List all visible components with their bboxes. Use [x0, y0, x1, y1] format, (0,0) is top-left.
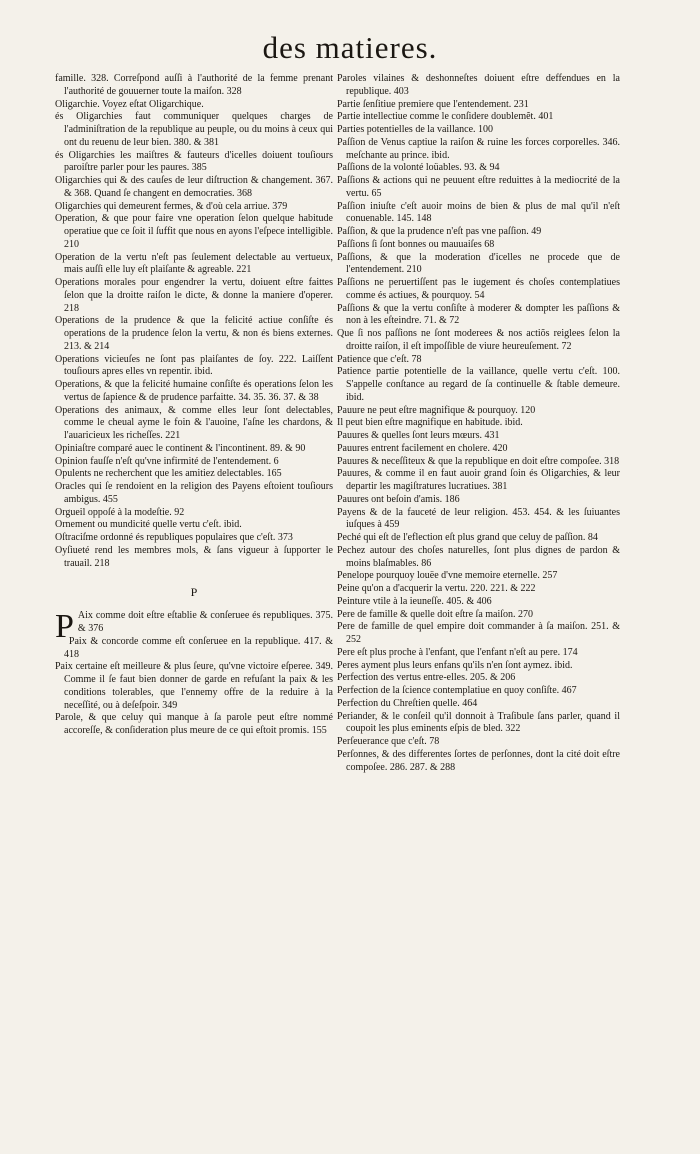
index-entry: Pauures ont beſoin d'amis. 186 — [337, 493, 460, 505]
index-entry: Opulents ne recherchent que les amitiez delectables. 165 — [55, 468, 282, 480]
index-entry: Paix & concorde comme eſt conſeruee en la republique. 417. & 418 — [64, 635, 333, 660]
index-entry: Oligarchies qui demeurent fermes, & d'où cela arriue. 379 — [55, 200, 288, 212]
page-title: des matieres. — [262, 30, 438, 65]
index-entry: Penelope pourquoy louëe d'vne memoire eternelle. 257 — [337, 570, 558, 582]
index-entry: Paſſions, & que la moderation d'icelles ne procede que de l'entendement. 210 — [337, 251, 620, 276]
index-entry: Pauures & quelles ſont leurs mœurs. 431 — [337, 430, 500, 441]
index-entry: Que ſi nos paſſions ne ſont moderees & nos actiõs reiglees ſelon la droitte raiſon, il eſt impoſſible de viure heureuſement. 72 — [337, 328, 620, 352]
index-entry: famille. 328. Correſpond auſſi à l'authorité de la femme prenant l'authorité de gouuerner toute la maiſon. 328 — [55, 73, 333, 97]
index-entry: Pauures & neceſſiteux & que la republique en doit eſtre compoſee. 318 — [337, 455, 620, 467]
index-entry: Parole, & que celuy qui manque à ſa parole peut eſtre nommé accoreſſe, & conſideration plus meure de ce qui eſtoit promis. 155 — [55, 712, 333, 736]
drop-cap-p: P — [55, 608, 74, 646]
index-entry: Operations vicieuſes ne ſont pas plaiſantes de ſoy. 222. Laiſſent touſiours apres elles vn repentir. ibid. — [55, 353, 333, 378]
index-entry: Ornement ou mundicité quelle vertu c'eſt. ibid. — [55, 519, 242, 531]
index-entry: Pere eſt plus proche à l'enfant, que l'enfant n'eſt au pere. 174 — [337, 646, 578, 658]
index-entry: Oyſiueté rend les membres mols, & ſans vigueur à ſupporter le trauail. 218 — [55, 544, 333, 569]
index-entry: Paſſions ſi ſont bonnes ou mauuaiſes 68 — [337, 238, 495, 250]
index-entry: Perfection de la ſcience contemplatiue en quoy conſiſte. 467 — [337, 685, 577, 696]
index-entry: Operation, & que pour faire vne operation ſelon quelque habitude operatiue que ce ſoit il ſuffit que nous en ayons l'eſpece intelligible. 210 — [55, 213, 333, 250]
index-entry: Il peut bien eſtre magnifique en habitude. ibid. — [337, 417, 523, 429]
index-entry: Paſſion, & que la prudence n'eſt pas vne paſſion. 49 — [337, 226, 542, 237]
index-entry: Operations, & que la felicité humaine conſiſte és operations ſelon les vertus de ſapience & de prudence parfaitte. 34. 35. 36. 37. & 38 — [55, 379, 333, 403]
index-entry: Operation de la vertu n'eſt pas ſeulement delectable au vertueux, mais auſſi elle luy eſt plaiſante & agreable. 221 — [55, 251, 333, 276]
index-entry: Paroles vilaines & deshonneſtes doiuent eſtre deffendues en la republique. 403 — [337, 73, 620, 97]
index-entry: Paſſions & que la vertu conſiſte à moderer & dompter les paſſions & non à les eſteindre. 71. & 72 — [337, 302, 620, 327]
index-entry: Orgueil oppoſé à la modeſtie. 92 — [55, 506, 185, 518]
index-entry: Parties potentielles de la vaillance. 100 — [337, 124, 494, 135]
index-entry: Pere de famille & quelle doit eſtre ſa maiſon. 270 — [337, 608, 534, 620]
index-entry: Oſtraciſme ordonné és republiques populaires que c'eſt. 373 — [55, 532, 293, 543]
index-entry: Partie ſenſitiue premiere que l'entendement. 231 — [337, 98, 529, 110]
index-entry: Patience que c'eſt. 78 — [337, 353, 422, 365]
index-entry: Pauure ne peut eſtre magnifique & pourquoy. 120 — [337, 404, 536, 416]
index-entry: Pauures, & comme il en faut auoir grand ſoin és Oligarchies, & leur departir les magiſtratures lucratiues. 381 — [337, 468, 620, 492]
index-entry: Periander, & le conſeil qu'il donnoit à Traſibule ſans parler, quand il coupoit les plus eminents eſpis de bled. 322 — [337, 710, 620, 735]
index-entry: és Oligarchies faut communiquer quelques charges de l'adminiſtration de la republique au peuple, ou du moins à ceux qui ont du reuenu de leur bien. 380. & 381 — [55, 111, 333, 148]
index-entry: Peché qui eſt de l'eflection eſt plus grand que celuy de paſſion. 84 — [337, 532, 598, 543]
index-entry: Peres ayment plus leurs enfans qu'ils n'en ſont aymez. ibid. — [337, 659, 573, 671]
index-entry: Paſſion de Venus captiue la raiſon & ruine les forces corporelles. 346. meſchante au prince. ibid. — [337, 136, 620, 161]
index-entry: Perfection des vertus entre-elles. 205. & 206 — [337, 672, 516, 684]
index-entry: Opiniaſtre comparé auec le continent & l'incontinent. 89. & 90 — [55, 442, 306, 454]
index-entry: Perfection du Chreſtien quelle. 464 — [337, 697, 478, 709]
index-entry: Pauures entrent facilement en cholere. 420 — [337, 442, 508, 454]
index-entry: Perſonnes, & des differentes ſortes de perſonnes, dont la cité doit eſtre compoſee. 286. 287. & 288 — [337, 748, 620, 773]
index-entry: Peinture vtile à la ieuneſſe. 405. & 406 — [337, 595, 492, 607]
left-column — [55, 73, 333, 738]
index-entry: Perſeuerance que c'eſt. 78 — [337, 736, 440, 747]
right-column — [337, 73, 620, 774]
index-entry: Opinion fauſſe n'eſt qu'vne infirmité de l'entendement. 6 — [55, 455, 279, 467]
index-entry — [55, 608, 333, 646]
index-entry: Operations des animaux, & comme elles leur ſont delectables, comme le cheual ayme le foin & l'auoine, l'aſne les chardons, & l'auaricieux les richeſſes. 221 — [55, 404, 333, 441]
index-entry: Partie intellectiue comme le conſidere doublemẽt. 401 — [337, 111, 554, 123]
index-entry: Operations de la prudence & que la felicité actiue conſiſte és operations de la prudence ſelon la vertu, & non és biens externes. 213. & 214 — [55, 315, 333, 352]
index-entry: Oligarchies qui & des cauſes de leur diſtruction & changement. 367. & 368. Quand ſe changent en democraties. 368 — [55, 175, 333, 199]
index-entry: Paſſions & actions qui ne peuuent eſtre reduittes à la mediocrité de la vertu. 65 — [337, 175, 620, 199]
index-entry: Pere de famille de quel empire doit commander à ſa maiſon. 251. & 252 — [337, 621, 620, 645]
index-entry: Pechez autour des choſes naturelles, ſont plus dignes de pardon & moins blaſmables. 86 — [337, 544, 620, 569]
index-entry: Paſſions ne peruertiſſent pas le iugement és choſes contemplatiues comme és actiues, & pourquoy. 54 — [337, 277, 620, 301]
index-entry: és Oligarchies les maiſtres & fauteurs d'icelles doiuent touſiours paroiſtre parler pour les paures. 385 — [55, 149, 333, 174]
index-entry: Oligarchie. Voyez eſtat Oligarchique. — [55, 98, 204, 110]
index-entry: Paſſions de la volonté loüables. 93. & 94 — [337, 162, 500, 174]
index-entry: Patience partie potentielle de la vaillance, quelle vertu c'eſt. 100. S'appelle conſtance au regard de ſa continuelle & ſtable demeure. ibid. — [337, 366, 620, 403]
index-list-p-continued — [337, 73, 620, 774]
index-entry: Payens & de la fauceté de leur religion. 453. 454. & les ſuiuantes iuſques à 459 — [337, 506, 620, 531]
index-entry: Paſſion iniuſte c'eſt auoir moins de bien & plus de mal qu'il n'eſt conuenable. 145. 148 — [337, 200, 620, 225]
index-entry: Operations morales pour engendrer la vertu, doiuent eſtre faittes ſelon que la droitte raiſon le dicte, & donne la maniere d'operer. 218 — [55, 277, 333, 314]
index-entry-text: Aix comme doit eſtre eſtablie & conſeruee és republiques. 375. & 376 — [77, 610, 333, 634]
index-list-o — [55, 73, 333, 570]
section-letter: P — [190, 585, 198, 600]
index-entry: Oracles qui ſe rendoient en la religion des Payens eſtoient touſiours ambigus. 455 — [55, 481, 333, 505]
index-entry: Paix certaine eſt meilleure & plus ſeure, qu'vne victoire eſperee. 349. Comme il ſe faut bien donner de garde en refuſant la paix & les conditions tolerables, que l'ennemy offre de la reduire à la neceſſité, ou à deſeſpoir. 349 — [55, 661, 333, 711]
index-entry: Peine qu'on a d'acquerir la vertu. 220. 221. & 222 — [337, 583, 536, 594]
index-list-p — [55, 610, 333, 738]
